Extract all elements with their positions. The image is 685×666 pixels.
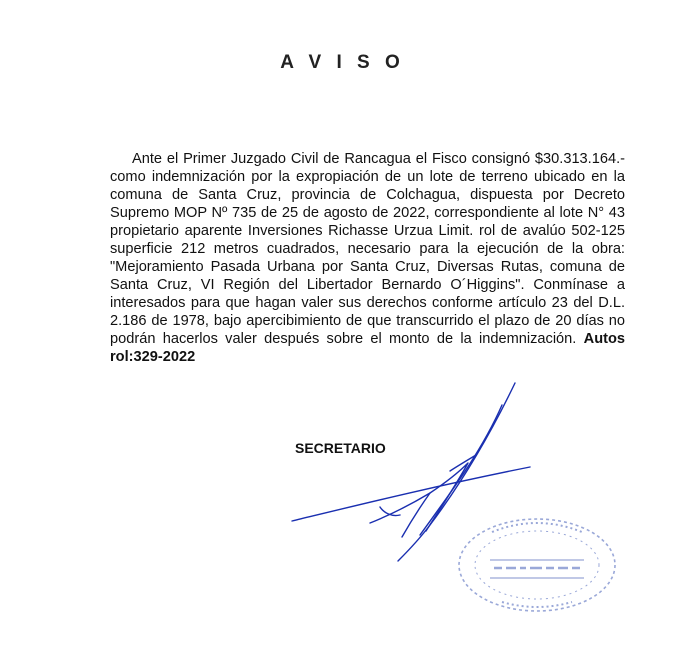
court-seal-stamp-icon [452, 510, 622, 620]
autos-reference: Autos rol:329-2022 [110, 331, 626, 365]
notice-title: A V I S O [280, 52, 405, 73]
signatory-title: SECRETARIO [295, 440, 386, 456]
notice-body-text: Ante el Primer Juzgado Civil de Rancagua el Fisco consignó $30.313.164.- como indemnización por la expropiación de un lote de terreno ubicado en la comuna de Santa Cruz, provincia de Colchagua, dispuesta por Decreto Supremo MOP Nº 735 de 25 de agosto de 2022, correspondiente al lote N° 43 propietario aparente Inversiones Richasse Urzua Limit. rol de avalúo 502-125 superficie 212 metros cuadrados, necesario para la ejecución de la obra: "Mejoramiento Pasada Urbana por Santa Cruz, Diversas Rutas, comuna de Santa Cruz, VI Región del Libertador Bernardo O´Higgins". Conmínase a interesados para que hagan valer sus derechos conforme artículo 23 del D.L. 2.186 de 1978, bajo apercibimiento de que transcurrido el plazo de 20 días no podrán hacerlos valer después sobre el monto de la indemnización. [110, 151, 625, 347]
notice-body [110, 150, 625, 366]
